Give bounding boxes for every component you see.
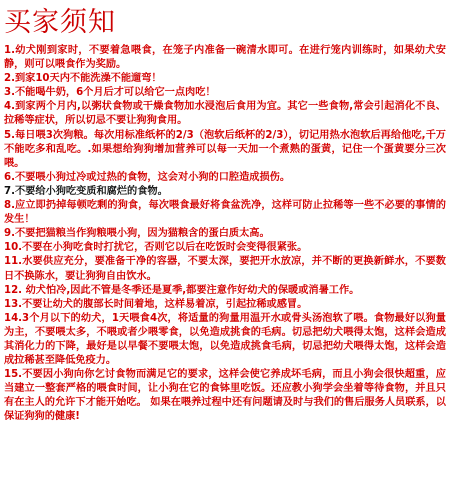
rule-item: 10.不要在小狗吃食时打扰它，否则它以后在吃饭时会变得很紧张。 bbox=[4, 242, 308, 254]
rule-item: 1.幼犬刚到家时，不要着急喂食，在笼子内准备一碗清水即可。在进行笼内训练时，如果幼犬安静，则可以喂食作为奖励。 bbox=[4, 45, 446, 71]
rule-item: 12. 幼犬怕冷,因此不管是冬季还是夏季,都要注意作好幼犬的保暖或消暑工作。 bbox=[4, 284, 360, 296]
rule-item: 7.不要给小狗吃变质和腐烂的食物。 bbox=[4, 185, 168, 197]
rule-item: 3.不能喝牛奶，6个月后才可以给它一点肉吃！ bbox=[4, 87, 216, 99]
rules-list bbox=[4, 44, 446, 425]
rule-item: 8.应立即扔掉每顿吃剩的狗食，每次喂食最好将食盆洗净，这样可防止拉稀等一些不必要的事情的发生！ bbox=[4, 200, 446, 226]
rule-item: 13.不要让幼犬的腹部长时间着地，这样易着凉，引起拉稀或感冒。 bbox=[4, 298, 308, 310]
rule-item: 2.到家10天内不能洗澡不能遛弯！ bbox=[4, 73, 162, 85]
rule-item: 6.不要喂小狗过冷或过热的食物，这会对小狗的口腔造成损伤。 bbox=[4, 171, 291, 183]
rule-item: 11.水要供应充分，要准备干净的容器，不要太深，要把开水放凉，并不断的更换新鲜水，不要数日不换陈水，要让狗狗自由饮水。 bbox=[4, 256, 446, 282]
rule-item: 15.不要因小狗向你乞讨食物而满足它的要求，这样会使它养成坏毛病，而且小狗会很快超重，应当建立一整套严格的喂食时间，让小狗在它的食钵里吃饭。还应教小狗学会坐着等待食物，并且只有在主人的允许下才能开始吃。 如果在喂养过程中还有问题请及时与我们的售后服务人员联系，以保证狗狗的健康! bbox=[4, 369, 446, 423]
page-title: 买家须知 bbox=[4, 7, 116, 38]
rule-item: 14.3个月以下的幼犬，1天喂食4次，将适量的狗量用温开水或骨头汤泡软了喂。食物最好以狗量为主，不要喂太多，不喂或者少喂零食，以免造成挑食的毛病。切忌把幼犬喂得太饱，这样会造成其消化力的下降，最好是以早餐不要喂太饱，以免造成挑食毛病，切忌把幼犬喂得太饱，这样会造成拉稀甚至降低免疫力。 bbox=[4, 312, 446, 367]
rule-item: 9.不要把猫粮当作狗粮喂小狗，因为猫粮含的蛋白质太高。 bbox=[4, 228, 270, 240]
rule-item: 5.每日喂3次狗粮。每次用标准纸杯的2/3（泡软后纸杯的2/3），切记用热水泡软后再给他吃,千万不能吃多和乱吃。.如果想给狗狗增加营养可以每一天加一个煮熟的蛋黄，记住一个蛋黄要分三次喂。 bbox=[4, 129, 446, 169]
rule-item: 4.到家两个月内,以粥状食物或干燥食物加水浸泡后食用为宜。其它一些食物,常会引起消化不良、拉稀等症状，所以切忌不要让狗狗食用。 bbox=[4, 101, 446, 127]
